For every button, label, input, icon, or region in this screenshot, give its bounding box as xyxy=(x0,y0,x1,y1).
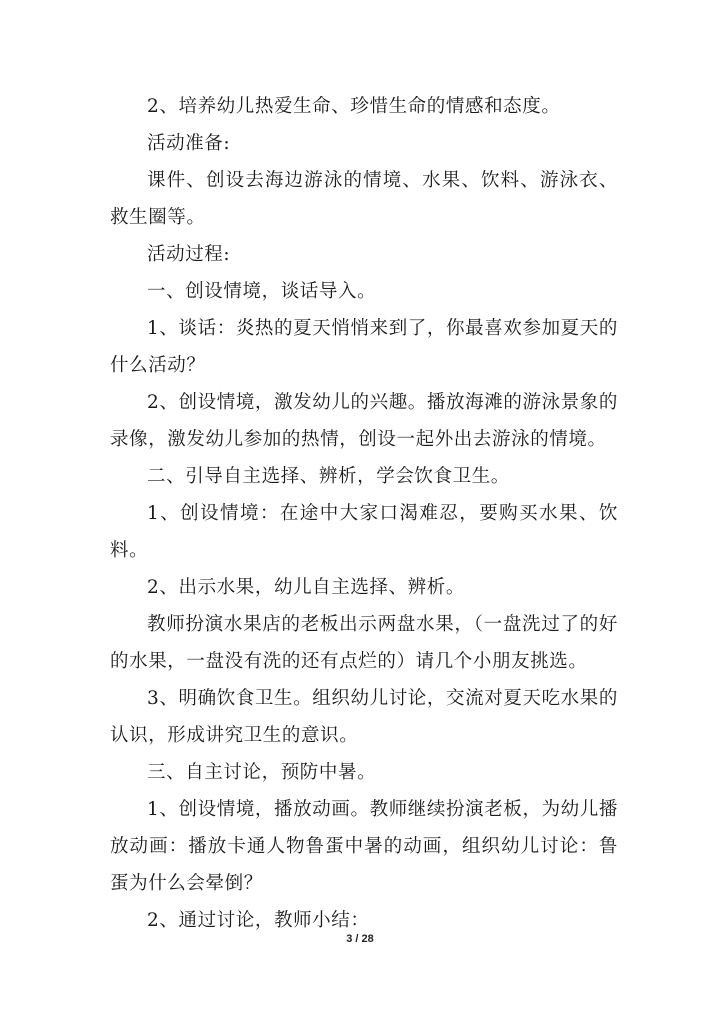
paragraph-step-1-1: 1、谈话：炎热的夏天悄悄来到了，你最喜欢参加夏天的什么活动？ xyxy=(110,318,618,376)
paragraph-step-2-2: 2、出示水果，幼儿自主选择、辨析。 xyxy=(147,577,465,598)
heading-activity-preparation: 活动准备: xyxy=(147,133,231,154)
paragraph-step-3-2: 2、通过讨论，教师小结： xyxy=(147,910,370,931)
paragraph-teacher-role: 教师扮演水果店的老板出示两盘水果，（一盘洗过了的好的水果，一盘没有洗的还有点烂的）请几个小朋友挑选。 xyxy=(110,614,618,672)
section-heading-1: 一、创设情境，谈话导入。 xyxy=(147,281,377,302)
document-body xyxy=(110,88,618,939)
heading-activity-process: 活动过程: xyxy=(147,244,231,265)
paragraph-step-3-1: 1、创设情境，播放动画。教师继续扮演老板，为幼儿播放动画：播放卡通人物鲁蛋中暑的动画，组织幼儿讨论：鲁蛋为什么会晕倒？ xyxy=(110,799,618,894)
paragraph-preparation-materials: 课件、创设去海边游泳的情境、水果、饮料、游泳衣、救生圈等。 xyxy=(110,170,618,228)
page-number: 3 / 28 xyxy=(346,933,374,945)
paragraph-step-2-3: 3、明确饮食卫生。组织幼儿讨论，交流对夏天吃水果的认识，形成讲究卫生的意识。 xyxy=(110,688,618,746)
paragraph-step-1-2: 2、创设情境，激发幼儿的兴趣。播放海滩的游泳景象的录像，激发幼儿参加的热情，创设一起外出去游泳的情境。 xyxy=(110,392,618,450)
paragraph-step-2-1: 1、创设情境：在途中大家口渴难忍，要购买水果、饮料。 xyxy=(110,503,618,561)
section-heading-2: 二、引导自主选择、辨析，学会饮食卫生。 xyxy=(147,466,510,487)
section-heading-3: 三、自主讨论，预防中暑。 xyxy=(147,762,377,783)
paragraph-objective-2: 2、培养幼儿热爱生命、珍惜生命的情感和态度。 xyxy=(147,96,561,117)
